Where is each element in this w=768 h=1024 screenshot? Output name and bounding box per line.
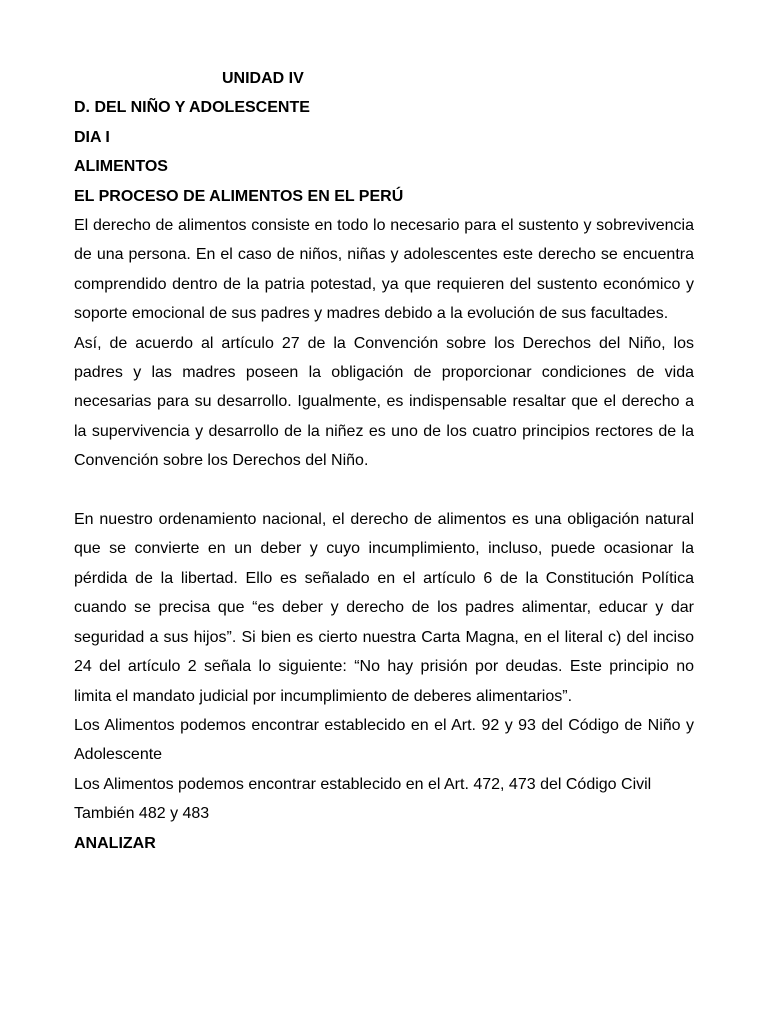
paragraph-convention: Así, de acuerdo al artículo 27 de la Convención sobre los Derechos del Niño, los padres y las madres poseen la obligación de proporcionar condiciones de vida necesarias para su desarrollo. Igualmente, es indispensable resaltar que el derecho a la supervivencia y desarrollo de la niñez es uno de los cuatro principios rectores de la Convención sobre los Derechos del Niño. bbox=[74, 334, 694, 470]
section-title: D. DEL NIÑO Y ADOLESCENTE bbox=[74, 99, 310, 117]
paragraph-code-child: Los Alimentos podemos encontrar establecido en el Art. 92 y 93 del Código de Niño y Adolescente bbox=[74, 716, 694, 764]
paragraph-national-law: En nuestro ordenamiento nacional, el derecho de alimentos es una obligación natural que se convierte en un deber y cuyo incumplimiento, incluso, puede ocasionar la pérdida de la libertad. Ello es señalado en el artículo 6 de la Constitución Política cuando se precisa que “es deber y derecho de los padres alimentar, educar y dar seguridad a sus hijos”. Si bien es cierto nuestra Carta Magna, en el literal c) del inciso 24 del artículo 2 señala lo siguiente: “No hay prisión por deudas. Este principio no limita el mandato judicial por incumplimiento de deberes alimentarios”. bbox=[74, 511, 694, 705]
document-body bbox=[74, 64, 694, 858]
paragraph-code-civil: Los Alimentos podemos encontrar establecido en el Art. 472, 473 del Código Civil bbox=[74, 775, 652, 793]
paragraph-also: También 482 y 483 bbox=[74, 805, 210, 823]
paragraph-spacer bbox=[74, 476, 694, 505]
closing-heading: ANALIZAR bbox=[74, 834, 156, 852]
topic-heading: ALIMENTOS bbox=[74, 158, 168, 176]
subtitle-heading: EL PROCESO DE ALIMENTOS EN EL PERÚ bbox=[74, 187, 404, 205]
unit-title: UNIDAD IV bbox=[222, 70, 304, 87]
paragraph-definition: El derecho de alimentos consiste en todo lo necesario para el sustento y sobrevivencia de una persona. En el caso de niños, niñas y adolescentes este derecho se encuentra comprendido dentro de la patria potestad, ya que requieren del sustento económico y soporte emocional de sus padres y madres debido a la evolución de sus facultades. bbox=[74, 217, 694, 323]
day-label: DIA I bbox=[74, 128, 110, 146]
